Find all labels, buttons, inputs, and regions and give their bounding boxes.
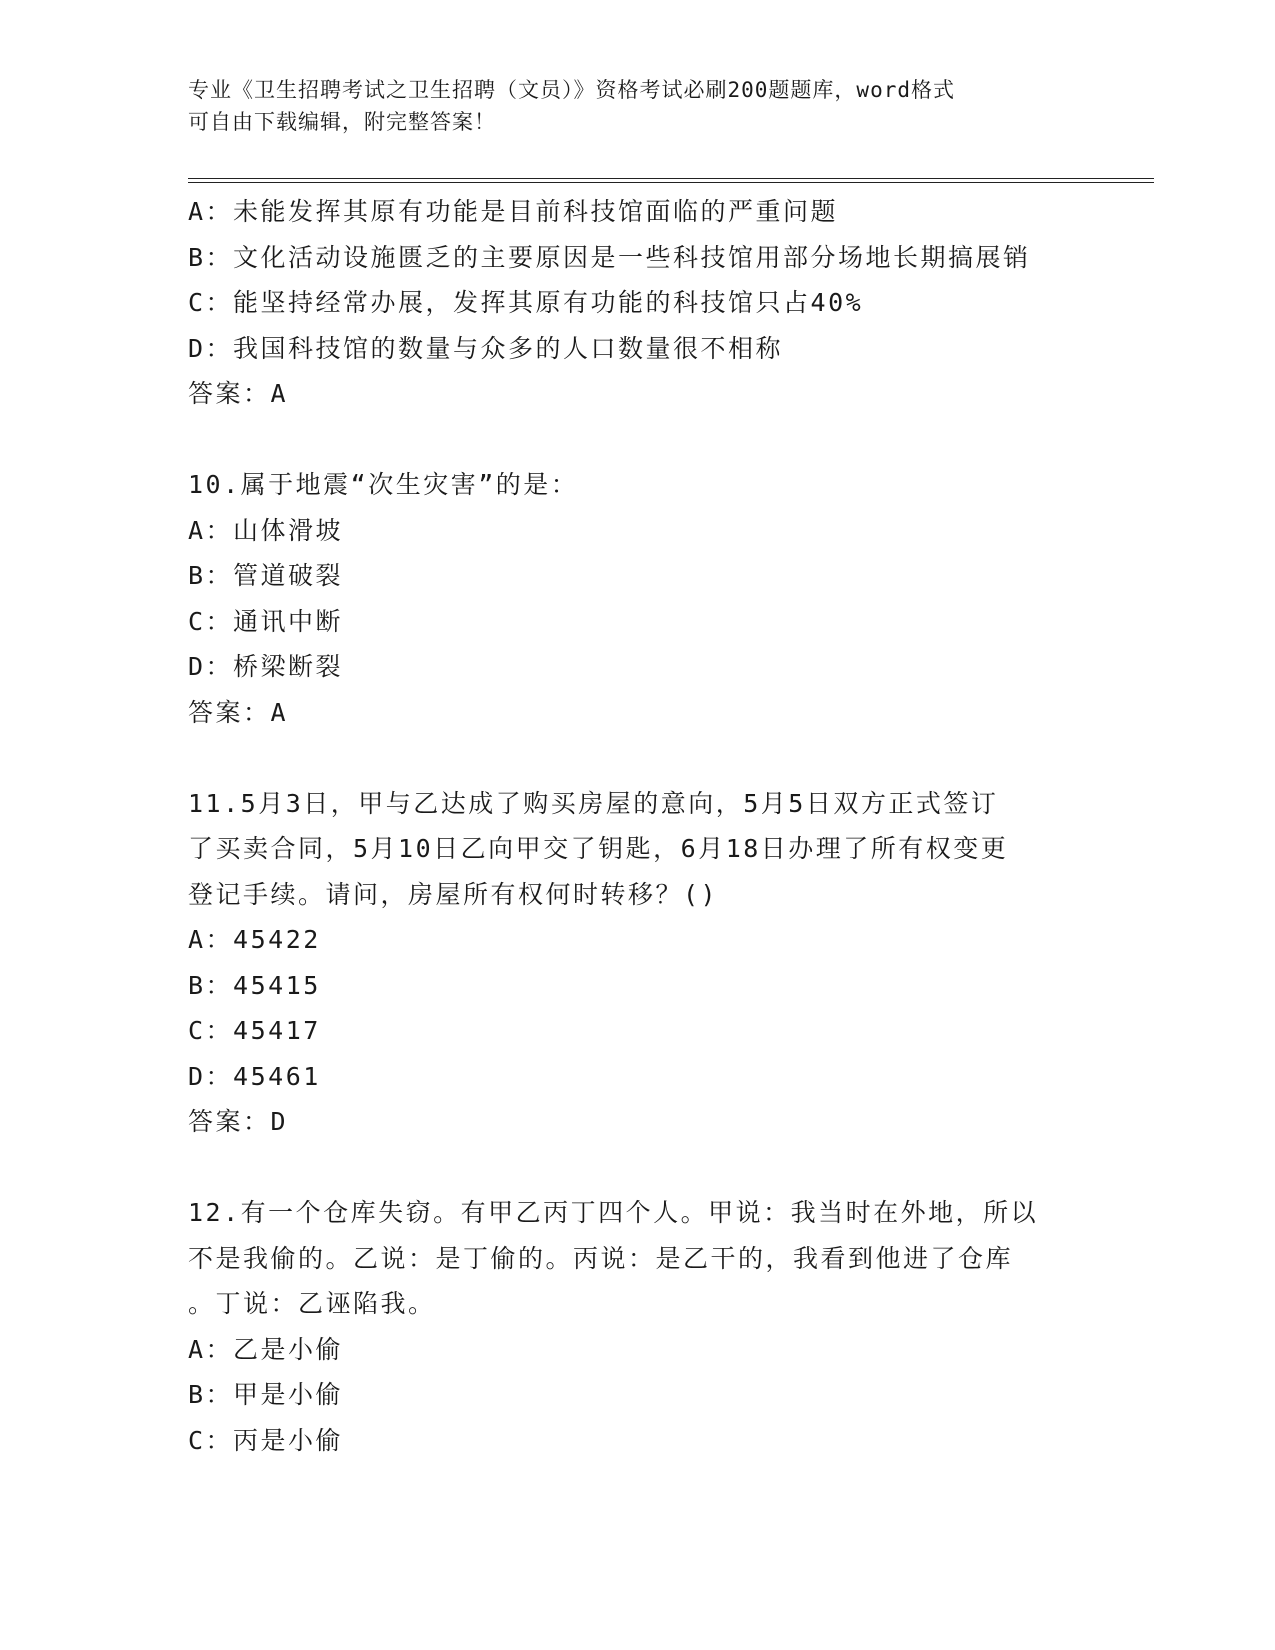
- document-body: [188, 189, 1088, 1463]
- q11-stem-line-3: 登记手续。请问，房屋所有权何时转移？(): [188, 879, 719, 909]
- q12-stem-line-1: 12.有一个仓库失窃。有甲乙丙丁四个人。甲说：我当时在外地，所以: [188, 1198, 1039, 1227]
- q10-option-b: B：管道破裂: [188, 561, 344, 590]
- q12-option-b: B：甲是小偷: [188, 1380, 344, 1409]
- spacer: [188, 735, 1088, 781]
- q9-option-a: A：未能发挥其原有功能是目前科技馆面临的严重问题: [188, 197, 839, 226]
- q11-stem-line-1: 11.5月3日，甲与乙达成了购买房屋的意向，5月5日双方正式签订: [188, 788, 999, 818]
- question-11: [188, 781, 1088, 1145]
- q11-option-b: B：45415: [188, 970, 321, 1000]
- q12-option-a: A：乙是小偷: [188, 1334, 344, 1364]
- q11-option-c: C：45417: [188, 1016, 321, 1045]
- q11-stem-line-2: 了买卖合同，5月10日乙向甲交了钥匙，6月18日办理了所有权变更: [188, 834, 1009, 863]
- q9-option-c: C：能坚持经常办展，发挥其原有功能的科技馆只占40%: [188, 288, 864, 317]
- header-line-1: 专业《卫生招聘考试之卫生招聘（文员）》资格考试必刷200题题库，word格式: [188, 78, 955, 102]
- q11-option-d: D：45461: [188, 1061, 321, 1091]
- q10-stem: 10.属于地震“次生灾害”的是：: [188, 470, 579, 499]
- q11-option-a: A：45422: [188, 925, 321, 954]
- header-divider-bottom: [188, 182, 1154, 183]
- q9-option-d: D：我国科技馆的数量与众多的人口数量很不相称: [188, 333, 784, 363]
- header-line-2: 可自由下载编辑，附完整答案！: [188, 110, 496, 134]
- header-divider-top: [188, 178, 1154, 179]
- question-12: [188, 1190, 1088, 1463]
- spacer: [188, 417, 1088, 463]
- q11-answer: 答案：D: [188, 1107, 289, 1136]
- q10-option-c: C：通讯中断: [188, 606, 344, 636]
- q10-option-a: A：山体滑坡: [188, 515, 344, 545]
- q10-answer: 答案：A: [188, 697, 289, 727]
- q12-stem-line-2: 不是我偷的。乙说：是丁偷的。丙说：是乙干的，我看到他进了仓库: [188, 1243, 1014, 1273]
- q12-option-c: C：丙是小偷: [188, 1425, 344, 1455]
- question-9: [188, 189, 1088, 417]
- q12-stem-line-3: 。丁说：乙诬陷我。: [188, 1289, 436, 1318]
- q9-option-b: B：文化活动设施匮乏的主要原因是一些科技馆用部分场地长期搞展销: [188, 242, 1031, 272]
- spacer: [188, 1145, 1088, 1191]
- q9-answer: 答案：A: [188, 379, 289, 408]
- document-header: [188, 74, 1088, 138]
- question-10: [188, 462, 1088, 735]
- q10-option-d: D：桥梁断裂: [188, 652, 344, 681]
